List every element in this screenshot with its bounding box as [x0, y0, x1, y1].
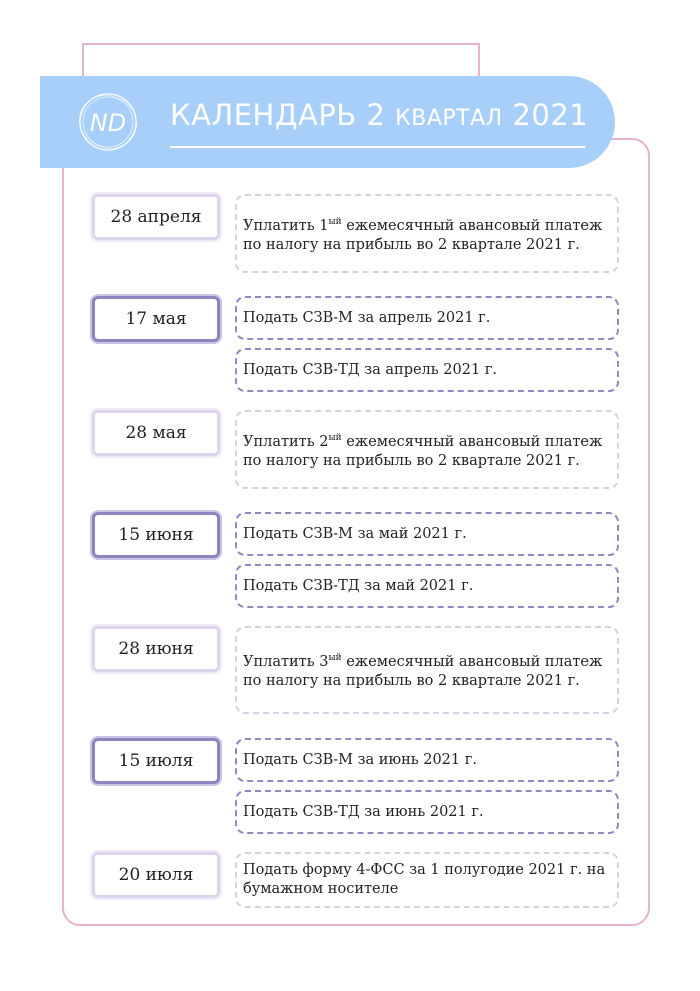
task-item	[235, 194, 619, 273]
task-item	[235, 410, 619, 489]
ordinal-suffix: ый	[328, 653, 342, 663]
task-item	[235, 852, 619, 908]
date-label: 15 июня	[92, 512, 220, 558]
task-text-end: ежемесячный авансовый платеж по налогу на прибыль во 2 квартале 2021 г.	[243, 433, 603, 469]
task-text-end: ежемесячный авансовый платеж по налогу на прибыль во 2 квартале 2021 г.	[243, 217, 603, 253]
task-text-start: Уплатить 2	[243, 433, 329, 450]
task-item	[235, 296, 619, 340]
logo-text: ND	[89, 109, 127, 137]
task-item	[235, 512, 619, 556]
nd-logo-icon	[76, 90, 140, 154]
task-text-start: Уплатить 1	[243, 217, 329, 234]
title-quarter: КВАРТАЛ	[395, 106, 503, 131]
page-title	[170, 98, 588, 132]
task-text: Подать СЗВ-ТД за май 2021 г.	[243, 577, 474, 594]
date-label: 20 июля	[92, 852, 220, 898]
date-label: 17 мая	[92, 296, 220, 342]
task-text	[243, 213, 611, 255]
task-item	[235, 790, 619, 834]
task-item	[235, 738, 619, 782]
task-item	[235, 348, 619, 392]
date-label: 15 июля	[92, 738, 220, 784]
title-main: КАЛЕНДАРЬ 2	[170, 98, 386, 132]
title-year: 2021	[512, 98, 589, 132]
date-label: 28 мая	[92, 410, 220, 456]
task-text: Подать СЗВ-М за май 2021 г.	[243, 525, 467, 542]
task-text: Подать СЗВ-ТД за апрель 2021 г.	[243, 361, 497, 378]
task-text	[243, 649, 611, 691]
title-underline	[170, 146, 585, 148]
date-label: 28 апреля	[92, 194, 220, 240]
task-text: Подать СЗВ-М за июнь 2021 г.	[243, 751, 477, 768]
ordinal-suffix: ый	[328, 216, 342, 227]
task-item	[235, 564, 619, 608]
task-item	[235, 626, 619, 714]
task-text: Подать СЗВ-ТД за июнь 2021 г.	[243, 803, 484, 820]
ordinal-suffix: ый	[328, 432, 342, 443]
task-text	[243, 429, 611, 471]
task-text: Подать форму 4-ФСС за 1 полугодие 2021 г. на бумажном носителе	[243, 862, 606, 897]
date-label: 28 июня	[92, 626, 220, 672]
task-text-start: Уплатить 3	[243, 654, 329, 670]
task-text-end: ежемесячный авансовый платеж по налогу на прибыль во 2 квартале 2021 г.	[243, 654, 603, 689]
task-text: Подать СЗВ-М за апрель 2021 г.	[243, 309, 491, 326]
